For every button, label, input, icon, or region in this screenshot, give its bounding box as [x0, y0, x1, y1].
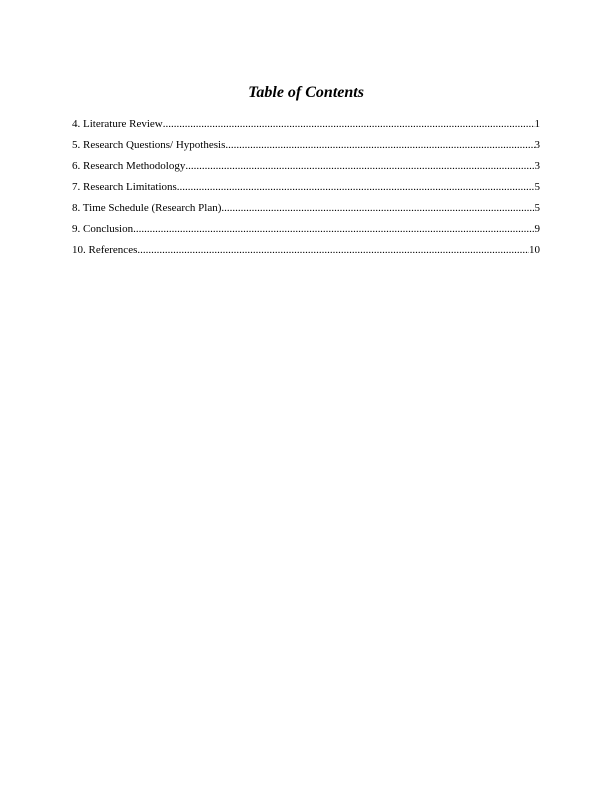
toc-entry-research-questions[interactable] — [72, 138, 540, 159]
toc-entry-label: 5. Research Questions/ Hypothesis — [72, 139, 226, 151]
dot-leader — [163, 117, 535, 131]
toc-entry-research-limitations[interactable] — [72, 180, 540, 201]
toc-entry-page-number: 1 — [534, 118, 540, 130]
toc-entry-time-schedule[interactable] — [72, 201, 540, 222]
toc-entry-label: 10. References — [72, 244, 138, 256]
toc-list — [72, 117, 540, 264]
toc-entry-page-number: 3 — [534, 160, 540, 172]
dot-leader — [221, 201, 534, 215]
toc-entry-page-number: 9 — [534, 223, 540, 235]
toc-entry-research-methodology[interactable] — [72, 159, 540, 180]
toc-entry-label: 4. Literature Review — [72, 118, 163, 130]
toc-title: Table of Contents — [248, 84, 364, 101]
toc-entry-label: 9. Conclusion — [72, 223, 134, 235]
toc-entry-page-number: 5 — [534, 202, 540, 214]
toc-entry-page-number: 5 — [534, 181, 540, 193]
toc-entry-literature-review[interactable] — [72, 117, 540, 138]
toc-entry-conclusion[interactable] — [72, 222, 540, 243]
toc-entry-page-number: 3 — [534, 139, 540, 151]
toc-entry-label: 8. Time Schedule (Research Plan) — [72, 202, 222, 214]
toc-entry-references[interactable] — [72, 243, 540, 264]
dot-leader — [137, 243, 529, 257]
dot-leader — [225, 138, 534, 152]
dot-leader — [177, 180, 535, 194]
dot-leader — [133, 222, 534, 236]
dot-leader — [185, 159, 534, 173]
toc-entry-label: 6. Research Methodology — [72, 160, 186, 172]
toc-entry-label: 7. Research Limitations — [72, 181, 177, 193]
toc-entry-page-number: 10 — [529, 244, 540, 256]
